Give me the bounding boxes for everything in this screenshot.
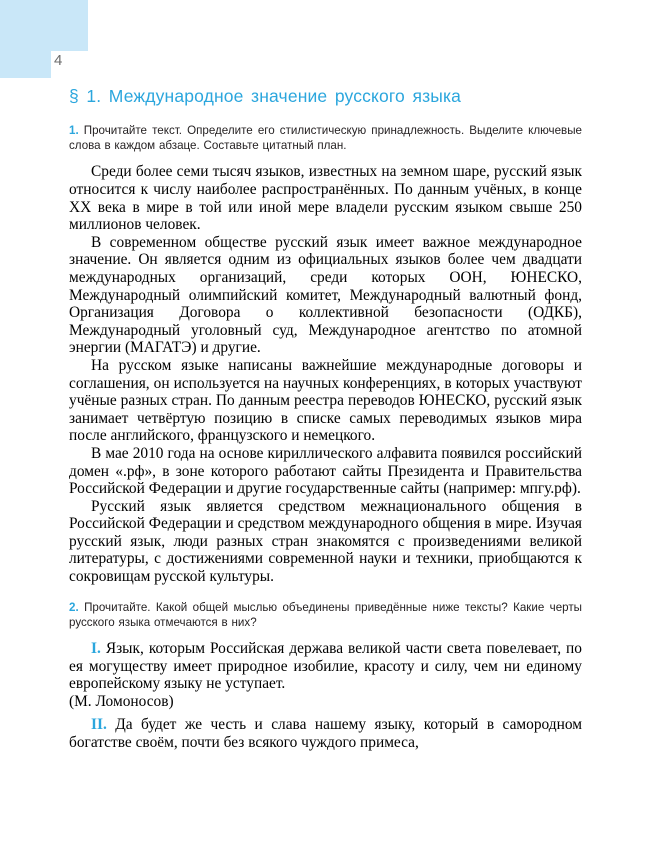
quote-attribution-1: (М. Ломоносов) bbox=[69, 692, 174, 710]
task-instruction-2 bbox=[69, 600, 582, 630]
reading-text bbox=[69, 163, 582, 585]
section-heading: § 1. Международное значение русского языка bbox=[69, 86, 462, 106]
quote-text-2: Да будет же честь и слава нашему языку, который в самородном богатстве своём, почти без всякого чуждого примеса, bbox=[69, 716, 582, 752]
quote-numeral-2: II. bbox=[91, 716, 107, 734]
reading-paragraph-5: Русский язык является средством межнационального общения в Российской Федерации и средством международного общения в мире. Изучая русский язык, люди разных стран знакомятся с произведениями великой литературы, с достижениями современной науки и техники, приобщаются к сокровищам русской культуры. bbox=[69, 497, 582, 586]
corner-decoration-upper bbox=[0, 0, 88, 51]
quote-item-2 bbox=[69, 716, 582, 751]
page-number: 4 bbox=[54, 52, 63, 69]
task-text-2: Прочитайте. Какой общей мыслью объединены приведённые ниже тексты? Какие черты русского языка отмечаются в них? bbox=[69, 600, 582, 629]
corner-decoration bbox=[0, 0, 88, 78]
reading-paragraph-3: На русском языке написаны важнейшие международные договоры и соглашения, он используется на научных конференциях, в которых участвуют учёные разных стран. По данным реестра переводов ЮНЕСКО, русский язык занимает четвёртую позицию в списке самых переводимых языков мира после английского, французского и немецкого. bbox=[69, 356, 582, 445]
task-number-1: 1. bbox=[69, 124, 79, 137]
reading-paragraph-1: Среди более семи тысяч языков, известных на земном шаре, русский язык относится к числу наиболее распространённых. По данным учёных, в конце XX века в мире в той или иной мере владели русским языком свыше 250 миллионов человек. bbox=[69, 163, 582, 234]
quote-item-1 bbox=[69, 640, 582, 710]
page-content bbox=[69, 86, 582, 758]
reading-paragraph-2: В современном обществе русский язык имеет важное международное значение. Он является одним из официальных языков более чем двадцати международных организаций, среди которых ООН, ЮНЕСКО, Международный олимпийский комитет, Международный валютный фонд, Организация Договора о коллективной безопасности (ОДКБ), Международный уголовный суд, Международное агентство по атомной энергии (МАГАТЭ) и другие. bbox=[69, 233, 582, 357]
reading-paragraph-4: В мае 2010 года на основе кириллического алфавита появился российский домен «.рф», в зоне которого работают сайты Президента и Правительства Российской Федерации и другие государственные сайты (например: мпгу.рф). bbox=[69, 444, 582, 498]
corner-decoration-lower bbox=[0, 51, 51, 78]
task-number-2: 2. bbox=[69, 600, 79, 614]
task-text-1: Прочитайте текст. Определите его стилистическую принадлежность. Выделите ключевые слова в каждом абзаце. Составьте цитатный план. bbox=[69, 124, 582, 153]
task-instruction-1 bbox=[69, 123, 582, 153]
quote-numeral-1: I. bbox=[91, 640, 101, 658]
quote-text-1: Язык, которым Российская держава великой части света повелевает, по ея могуществу имеет природное изобилие, красоту и силу, чем ни единому европейскому языку не уступает. bbox=[69, 640, 582, 693]
